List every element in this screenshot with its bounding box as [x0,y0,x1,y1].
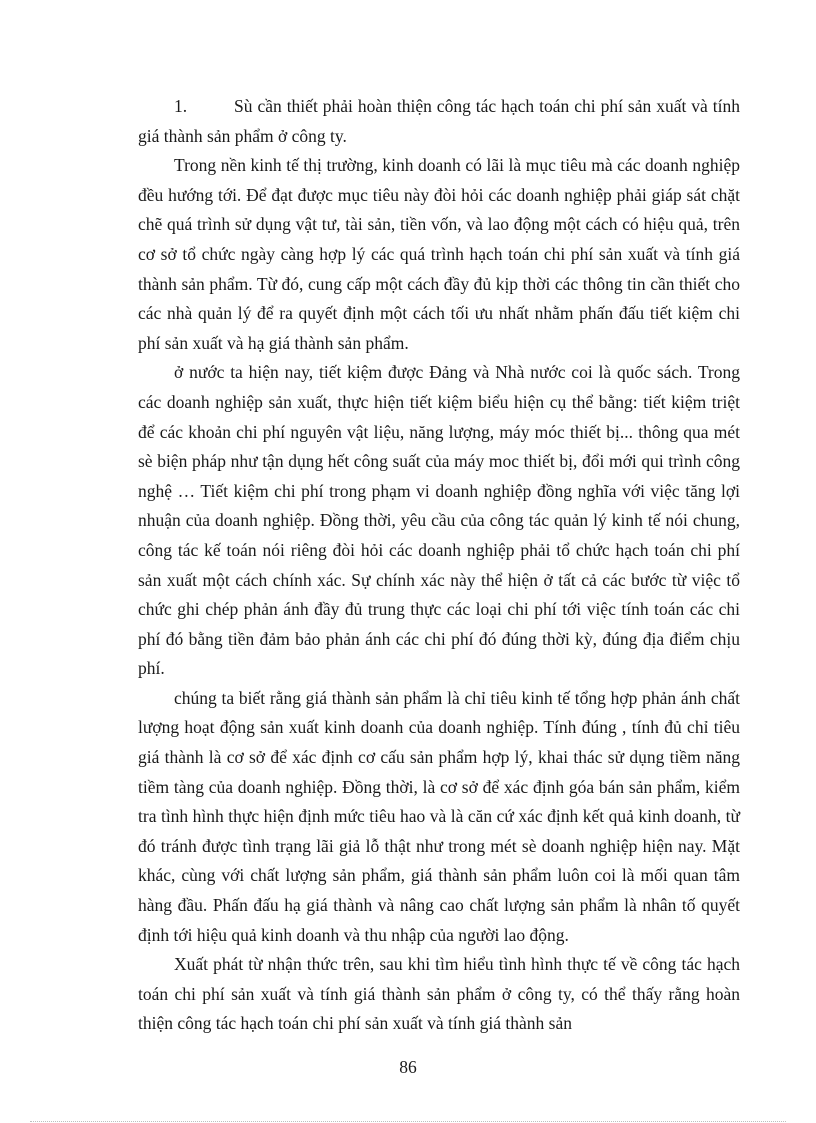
paragraph-1: Trong nền kinh tế thị trường, kinh doanh có lãi là mục tiêu mà các doanh nghiệp đều hướng tới. Để đạt được mục tiêu này đòi hỏi các doanh nghiệp phải giáp sát chặt chẽ quá trình sử dụng vật tư, tài sản, tiền vốn, và lao động một cách có hiệu quả, trên cơ sở tổ chức ngày càng hợp lý các quá trình hạch toán chi phí sản xuất và tính giá thành sản phẩm. Từ đó, cung cấp một cách đầy đủ kịp thời các thông tin cần thiết cho các nhà quản lý để ra quyết định một cách tối ưu nhất nhằm phấn đấu tiết kiệm chi phí sản xuất và hạ giá thành sản phẩm. [138,155,740,353]
paragraph-2: ở nước ta hiện nay, tiết kiệm được Đảng và Nhà nước coi là quốc sách. Trong các doanh nghiệp sản xuất, thực hiện tiết kiệm biểu hiện cụ thể bằng: tiết kiệm triệt để các khoản chi phí nguyên vật liệu, năng lượng, máy móc thiết bị... thông qua mét sè biện pháp như tận dụng hết công suất của máy moc thiết bị, đổi mới qui trình công nghệ … Tiết kiệm chi phí trong phạm vi doanh nghiệp đồng nghĩa với việc tăng lợi nhuận của doanh nghiệp. Đồng thời, yêu cầu của công tác quản lý kinh tế nói chung, công tác kế toán nói riêng đòi hỏi các doanh nghiệp phải tổ chức hạch toán chi phí sản xuất một cách chính xác. Sự chính xác này thể hiện ở tất cả các bước từ việc tổ chức ghi chép phản ánh đầy đủ trung thực các loại chi phí tới việc tính toán các chi phí đó bằng tiền đảm bảo phản ánh các chi phí đó đúng thời kỳ, đúng địa điểm chịu phí. [138,362,740,679]
section-heading [138,92,740,151]
paragraph-4: Xuất phát từ nhận thức trên, sau khi tìm hiểu tình hình thực tế về công tác hạch toán chi phí sản xuất và tính giá thành sản phẩm ở công ty, có thể thấy rằng hoàn thiện công tác hạch toán chi phí sản xuất và tính giá thành sản [138,954,740,1034]
section-title: Sù cần thiết phải hoàn thiện công tác hạch toán chi phí sản xuất và tính giá thành sản phẩm ở công ty. [138,96,740,146]
paragraph-3: chúng ta biết rằng giá thành sản phẩm là chỉ tiêu kinh tế tổng hợp phản ánh chất lượng hoạt động sản xuất kinh doanh của doanh nghiệp. Tính đúng , tính đủ chỉ tiêu giá thành là cơ sở để xác định cơ cấu sản phẩm hợp lý, khai thác sử dụng tiềm năng tiềm tàng của doanh nghiệp. Đồng thời, là cơ sở để xác định góa bán sản phẩm, kiểm tra tình hình thực hiện định mức tiêu hao và là căn cứ xác định kết quả kinh doanh, từ đó tránh được tình trạng lãi giả lỗ thật như trong mét sè doanh nghiệp hiện nay. Mặt khác, cùng với chất lượng sản phẩm, giá thành sản phẩm luôn coi là mối quan tâm hàng đầu. Phấn đấu hạ giá thành và nâng cao chất lượng sản phẩm là nhân tố quyết định tới hiệu quả kinh doanh và thu nhập của người lao động. [138,687,740,945]
page-number: 86 [399,1057,417,1077]
page-bottom-divider [30,1121,786,1122]
section-number: 1. [174,96,188,116]
document-body [138,92,740,1039]
